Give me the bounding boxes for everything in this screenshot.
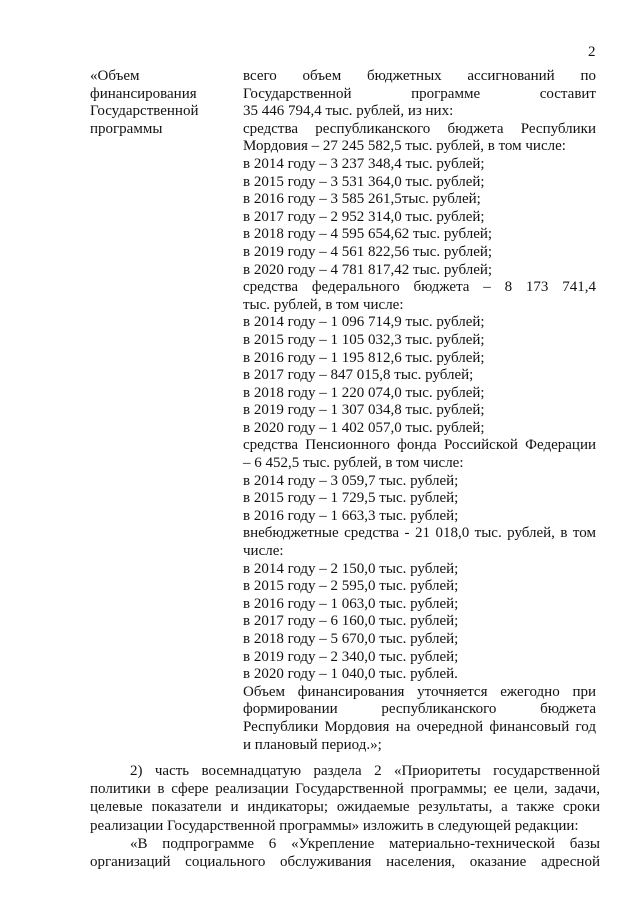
- financing-line: в 2016 году – 1 063,0 тыс. рублей;: [243, 595, 459, 612]
- paragraph-line: целевые показатели и индикаторы; ожидаемые результаты, а также сроки: [90, 799, 600, 816]
- financing-line: в 2017 году – 2 952 314,0 тыс. рублей;: [243, 208, 485, 225]
- financing-line: всего объем бюджетных ассигнований по: [243, 68, 596, 84]
- financing-line: в 2020 году – 1 040,0 тыс. рублей.: [243, 666, 458, 683]
- financing-line: в 2017 году – 847 015,8 тыс. рублей;: [243, 367, 474, 384]
- financing-line: 35 446 794,4 тыс. рублей, из них:: [243, 103, 454, 120]
- financing-line: числе:: [243, 543, 284, 560]
- financing-line: в 2014 году – 2 150,0 тыс. рублей;: [243, 560, 459, 577]
- paragraph-line: 2) часть восемнадцатую раздела 2 «Приоритеты государственной: [130, 763, 600, 779]
- financing-line: в 2019 году – 2 340,0 тыс. рублей;: [243, 648, 459, 665]
- financing-line: в 2016 году – 1 195 812,6 тыс. рублей;: [243, 349, 485, 366]
- financing-line: средства федерального бюджета – 8 173 741,4: [243, 279, 596, 296]
- financing-line: в 2018 году – 5 670,0 тыс. рублей;: [243, 631, 459, 647]
- label-line: программы: [90, 120, 163, 137]
- financing-line: в 2016 году – 1 663,3 тыс. рублей;: [243, 507, 459, 524]
- financing-line: в 2014 году – 3 059,7 тыс. рублей;: [243, 472, 459, 489]
- financing-line: в 2019 году – 1 307 034,8 тыс. рублей;: [243, 402, 485, 419]
- section-label: [90, 68, 230, 138]
- financing-line: тыс. рублей, в том числе:: [243, 296, 404, 313]
- financing-line: в 2018 году – 4 595 654,62 тыс. рублей;: [243, 226, 493, 243]
- financing-line: средства республиканского бюджета Республики: [243, 120, 596, 137]
- financing-line: Мордовия – 27 245 582,5 тыс. рублей, в том числе:: [243, 138, 566, 155]
- financing-line: – 6 452,5 тыс. рублей, в том числе:: [243, 455, 464, 472]
- financing-line: в 2020 году – 1 402 057,0 тыс. рублей;: [243, 419, 485, 436]
- financing-line: формировании республиканского бюджета: [243, 701, 596, 718]
- paragraph-line: политики в сфере реализации Государственной программы; ее цели, задачи,: [90, 781, 600, 798]
- paragraph-line: «В подпрограмме 6 «Укрепление материально-технической базы: [130, 835, 600, 852]
- financing-line: в 2017 году – 6 160,0 тыс. рублей;: [243, 613, 459, 630]
- financing-line: в 2015 году – 1 729,5 тыс. рублей;: [243, 490, 459, 507]
- financing-line: внебюджетные средства - 21 018,0 тыс. рублей, в том: [243, 525, 596, 542]
- financing-line: Государственной программе составит: [243, 85, 596, 102]
- label-line: Государственной: [90, 103, 199, 120]
- page-number: 2: [588, 44, 596, 60]
- financing-line: в 2015 году – 3 531 364,0 тыс. рублей;: [243, 173, 485, 190]
- paragraph-line: реализации Государственной программы» изложить в следующей редакции:: [90, 817, 579, 834]
- financing-line: в 2020 году – 4 781 817,42 тыс. рублей;: [243, 261, 493, 278]
- paragraph-line: организаций социального обслуживания населения, оказание адресной: [90, 853, 600, 870]
- financing-line: в 2019 году – 4 561 822,56 тыс. рублей;: [243, 243, 493, 260]
- financing-line: Республики Мордовия на очередной финансовый год: [243, 718, 596, 735]
- label-line: финансирования: [90, 85, 197, 102]
- financing-details: [243, 68, 596, 754]
- financing-line: в 2016 году – 3 585 261,5тыс. рублей;: [243, 191, 481, 208]
- financing-line: в 2018 году – 1 220 074,0 тыс. рублей;: [243, 384, 485, 401]
- label-line: «Объем: [90, 68, 140, 84]
- financing-line: в 2014 году – 3 237 348,4 тыс. рублей;: [243, 155, 485, 172]
- amendment-text: [90, 762, 600, 871]
- financing-line: и плановый период.»;: [243, 736, 382, 753]
- financing-line: Объем финансирования уточняется ежегодно при: [243, 683, 596, 700]
- financing-line: в 2014 году – 1 096 714,9 тыс. рублей;: [243, 314, 485, 331]
- financing-line: в 2015 году – 1 105 032,3 тыс. рублей;: [243, 331, 485, 348]
- financing-line: средства Пенсионного фонда Российской Федерации: [243, 437, 596, 454]
- financing-line: в 2015 году – 2 595,0 тыс. рублей;: [243, 578, 459, 595]
